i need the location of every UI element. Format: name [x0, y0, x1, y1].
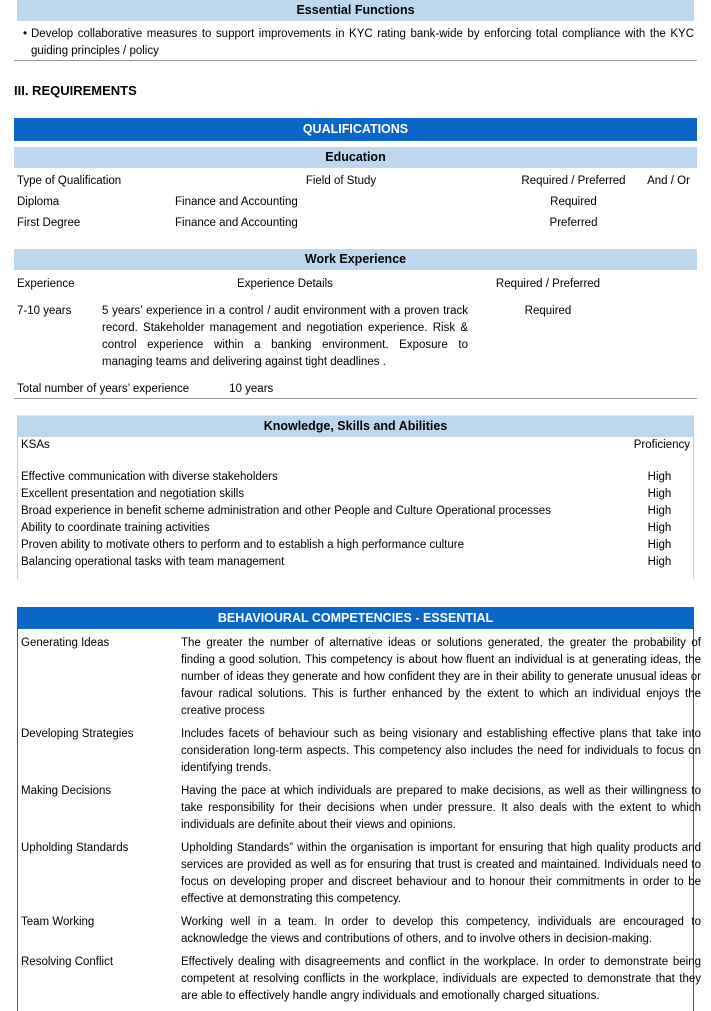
competency-name: Generating Ideas — [21, 637, 110, 649]
competency-name: Making Decisions — [21, 785, 112, 797]
competency-row — [18, 914, 701, 948]
ksa-header: Knowledge, Skills and Abilities — [18, 416, 693, 437]
ksa-text: Ability to coordinate training activities — [21, 522, 210, 534]
proficiency-value: High — [647, 539, 672, 551]
proficiency-value: High — [647, 522, 672, 534]
col-required-preferred: Required / Preferred — [495, 278, 601, 290]
ksa-section — [17, 415, 694, 579]
behavioural-competencies-banner: BEHAVIOURAL COMPETENCIES - ESSENTIAL — [18, 607, 693, 629]
competency-name: Resolving Conflict — [21, 956, 114, 968]
essential-functions-bullet-text: Develop collaborative measures to support improvements in KYC rating bank-wide by enforcing total compliance with the KYC guiding principles / policy — [31, 28, 694, 57]
col-ksas: KSAs — [21, 439, 50, 451]
ksa-text: Effective communication with diverse stakeholders — [21, 471, 278, 483]
competency-description: The greater the number of alternative ideas or solutions generated, the greater the probability of finding a good solution. This competency is about how fluent an individual is at generating ideas, the number of ideas they generate and how confident they are in their ability to generate unusual ideas or favour radical solutions. This is further enhanced by the extent to which an individual enjoys the creative process — [181, 637, 701, 717]
ksa-row — [18, 520, 693, 537]
col-and-or: And / Or — [647, 175, 690, 187]
required-preferred-value: Required — [524, 305, 572, 317]
col-field-of-study: Field of Study — [305, 175, 377, 187]
required-preferred-value: Required — [550, 196, 597, 208]
qualification-type: Diploma — [17, 196, 60, 208]
proficiency-value: High — [647, 471, 672, 483]
field-of-study: Finance and Accounting — [175, 196, 298, 208]
essential-functions-bullet — [17, 26, 694, 60]
spacer — [18, 454, 693, 469]
essential-functions-header: Essential Functions — [17, 0, 694, 21]
col-experience-details: Experience Details — [237, 278, 333, 290]
ksa-row — [18, 469, 693, 486]
ksa-text: Broad experience in benefit scheme administration and other People and Culture Operational processes — [21, 505, 551, 517]
education-row — [14, 215, 697, 232]
section-divider — [14, 398, 697, 399]
required-preferred-value: Preferred — [549, 217, 598, 229]
work-experience-row — [14, 303, 697, 371]
total-experience-label: Total number of years’ experience — [17, 383, 190, 395]
competency-row — [18, 783, 701, 834]
proficiency-value: High — [647, 505, 672, 517]
and-or-value — [640, 194, 697, 211]
proficiency-value: High — [647, 488, 672, 500]
bullet-icon: • — [23, 28, 28, 40]
competency-row — [18, 954, 701, 1005]
experience-years: 7-10 years — [17, 305, 72, 317]
competency-row — [18, 726, 701, 777]
col-experience: Experience — [17, 278, 75, 290]
ksa-row — [18, 537, 693, 554]
education-header: Education — [14, 147, 697, 168]
ksa-text: Proven ability to motivate others to perform and to establish a high performance culture — [21, 539, 464, 551]
col-type-of-qualification: Type of Qualification — [17, 175, 122, 187]
total-experience-row — [14, 381, 697, 398]
ksa-row — [18, 554, 693, 571]
proficiency-value: High — [647, 556, 672, 568]
competency-row — [18, 840, 701, 908]
ksa-row — [18, 486, 693, 503]
experience-details: 5 years’ experience in a control / audit environment with a proven track record. Stakeholder management and negotiation experience. Risk & control experience within a banking environment. Exposure to managing teams and delivering against tight deadlines . — [102, 305, 468, 368]
work-experience-column-headers — [14, 276, 697, 293]
work-experience-header: Work Experience — [14, 249, 697, 270]
and-or-value — [640, 215, 697, 232]
competency-description: Working well in a team. In order to develop this competency, individuals are encouraged to acknowledge the views and contributions of others, and to involve others in decision-making. — [181, 916, 701, 945]
ksa-row — [18, 503, 693, 520]
requirements-heading: III. REQUIREMENTS — [14, 83, 137, 98]
ksa-column-headers — [18, 437, 693, 454]
qualifications-banner: QUALIFICATIONS — [14, 118, 697, 141]
competency-name: Upholding Standards — [21, 842, 129, 854]
competency-description: Includes facets of behaviour such as being visionary and establishing effective plans that take into consideration long-term aspects. This competency also includes the need for individuals to focus on identifying trends. — [181, 728, 701, 774]
competency-row — [18, 635, 701, 720]
education-column-headers — [14, 173, 697, 190]
col-required-preferred: Required / Preferred — [521, 175, 626, 187]
qualification-type: First Degree — [17, 217, 81, 229]
competency-description: Having the pace at which individuals are prepared to make decisions, as well as their willingness to take responsibility for their decisions when under pressure. It also deals with the extent to which individuals are definite about their views and opinions. — [181, 785, 701, 831]
behavioural-competencies-section — [17, 607, 701, 1011]
competency-description: Effectively dealing with disagreements and conflict in the workplace. In order to demonstrate being competent at resolving conflicts in the workplace, individuals are expected to demonstrate that they are able to effectively handle angry individuals and emotionally charged situations. — [181, 956, 701, 1002]
col-proficiency: Proficiency — [633, 439, 690, 451]
competency-name: Team Working — [21, 916, 95, 928]
field-of-study: Finance and Accounting — [175, 217, 298, 229]
competency-description: Upholding Standards” within the organisation is important for ensuring that high quality products and services are provided as well as for ensuring that trust is created and maintained. Individuals need to focus on developing proper and discreet behaviour and to honour their commitments in order to be effective at demonstrating this competency. — [181, 842, 701, 905]
section-divider — [14, 60, 697, 61]
competency-name: Developing Strategies — [21, 728, 134, 740]
total-experience-value: 10 years — [229, 383, 274, 395]
education-row — [14, 194, 697, 211]
ksa-text: Excellent presentation and negotiation skills — [21, 488, 245, 500]
ksa-text: Balancing operational tasks with team management — [21, 556, 285, 568]
